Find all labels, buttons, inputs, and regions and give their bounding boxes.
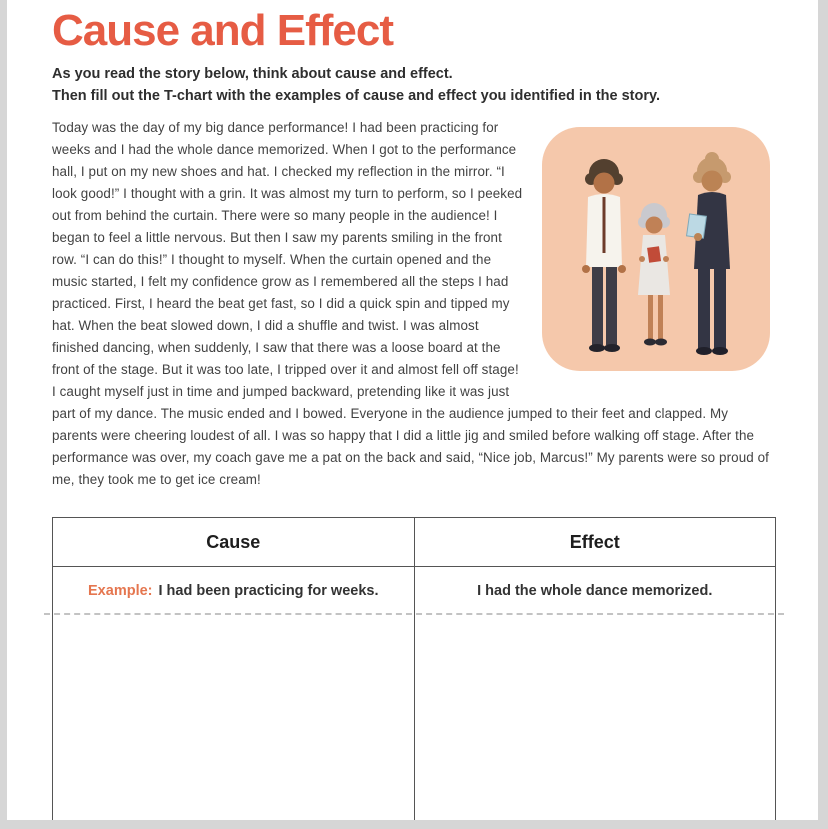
t-chart [52, 517, 776, 820]
family-illustration [536, 119, 776, 377]
example-cause-cell [53, 567, 415, 614]
worksheet-content [7, 0, 818, 491]
example-label: Example: [88, 582, 153, 599]
example-cause-text: I had been practicing for weeks. [158, 582, 379, 599]
example-effect-cell: I had the whole dance memorized. [477, 582, 713, 599]
effect-header: Effect [569, 531, 620, 552]
t-chart-header-row [53, 518, 775, 567]
instructions [52, 63, 776, 107]
instruction-line-1: As you read the story below, think about cause and effect. [52, 66, 453, 82]
effect-fill-area [415, 614, 776, 820]
cause-header: Cause [53, 518, 415, 566]
t-chart-fill-row [53, 614, 775, 820]
story-text: Today was the day of my big dance performance! I had been practicing for weeks and I had the whole dance memorized. When I got to the performance hall, I put on my new shoes and hat. I checked my reflection in the mirror. “I look good!” I thought with a grin. It was almost my turn to perform, so I peeked out from behind the curtain. There were so many people in the audience! I began to feel a little nervous. But then I saw my parents smiling in the front row. “I can do this!” I thought to myself. When the curtain opened and the music started, I felt my confidence grow as I remembered all the steps I had practiced. First, I heard the beat get fast, so I did a quick spin and tipped my hat. When the beat slowed down, I did a shuffle and twist. I was almost finished dancing, when suddenly, I saw that there was a loose board at the front of the stage. But it was too late, I tripped over it and almost fell off stage! I caught myself just in time and jumped backward, pretending like it was just part of my dance. The music ended and I bowed. Everyone in the audience jumped to their feet and clapped. My parents were cheering loudest of all. I was so happy that I did a little jig and smiled before walking off stage. After the performance was over, my coach gave me a pat on the back and said, “Nice job, Marcus!” My parents were so proud of me, they took me to get ice cream! [52, 120, 769, 487]
worksheet-sheet [7, 0, 818, 820]
story-section [52, 117, 776, 491]
family-illustration-svg [536, 119, 776, 377]
dashed-divider [44, 613, 784, 615]
t-chart-example-row [53, 567, 775, 614]
instruction-line-2: Then fill out the T-chart with the examples of cause and effect you identified in the story. [52, 88, 661, 104]
page-title: Cause and Effect [52, 6, 393, 55]
cause-fill-area [53, 614, 415, 820]
